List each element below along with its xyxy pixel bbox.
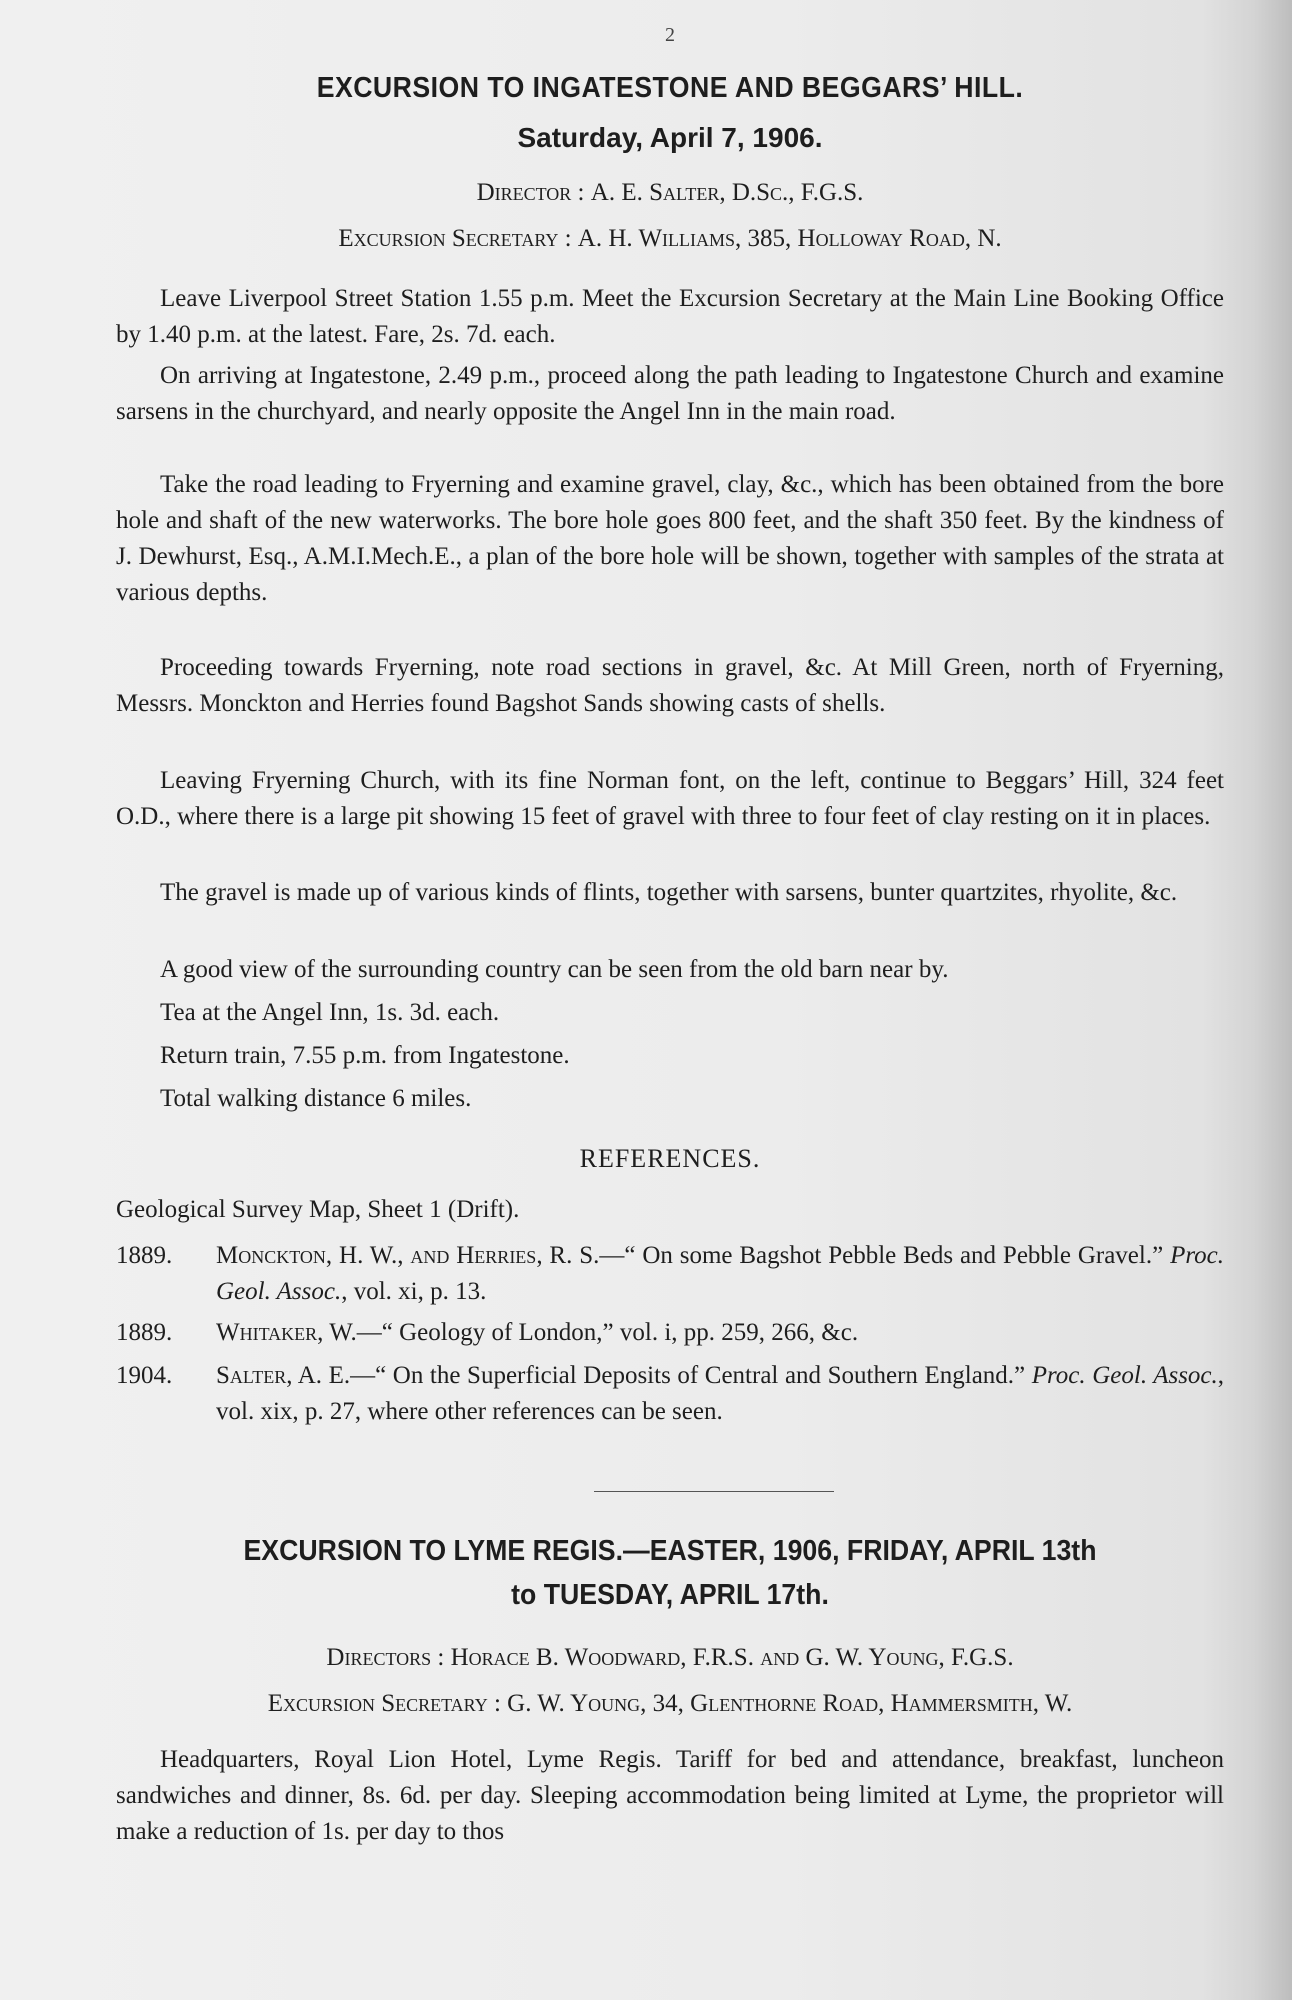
directors-names: Horace B. Woodward, F.R.S. and G. W. Young, F.G.S. [450, 1644, 1014, 1671]
excursion2-secretary-line [116, 1689, 1224, 1719]
excursion2-directors-line [116, 1643, 1224, 1673]
reference-intro: Geological Survey Map, Sheet 1 (Drift). [116, 1196, 520, 1223]
excursion1-date: Saturday, April 7, 1906. [517, 122, 823, 153]
paragraph: Leaving Fryerning Church, with its fine Norman font, on the left, continue to Beggars’ Hill, 324 feet O.D., where there is a large pit showing 15 feet of gravel with three to four feet of clay resting on it in places. [116, 767, 1224, 830]
excursion1-title: EXCURSION TO INGATESTONE AND BEGGARS’ HILL. [316, 72, 1024, 104]
paragraph: Leave Liverpool Street Station 1.55 p.m. Meet the Excursion Secretary at the Main Line Booking Office by 1.40 p.m. at the latest. Fare, 2s. 7d. each. [116, 285, 1224, 348]
reference-text: —“ On the Superficial Deposits of Central and Southern England.” [350, 1362, 1032, 1389]
excursion1-director-line [116, 178, 1224, 208]
references-heading: REFERENCES. [579, 1144, 761, 1173]
paragraph: Headquarters, Royal Lion Hotel, Lyme Regis. Tariff for bed and attendance, breakfast, luncheon sandwiches and dinner, 8s. 6d. per day. Sleeping accommodation being limited at Lyme, the proprietor will make a reduction of 1s. per day to thos [116, 1746, 1224, 1845]
paragraph: Take the road leading to Fryerning and examine gravel, clay, &c., which has been obtained from the bore hole and shaft of the new waterworks. The bore hole goes 800 feet, and the shaft 350 feet. By the kindness of J. Dewhurst, Esq., A.M.I.Mech.E., a plan of the bore hole will be shown, together with samples of the strata at various depths. [116, 471, 1224, 606]
reference-text: —“ On some Bagshot Pebble Beds and Pebble Gravel.” [599, 1242, 1171, 1269]
directors-label: Directors : [326, 1644, 445, 1671]
reference-text: —“ Geology of London,” vol. i, pp. 259, 266, &c. [356, 1319, 859, 1346]
paragraph: Return train, 7.55 p.m. from Ingatestone. [160, 1042, 570, 1069]
reference-author: Monckton, H. W., and Herries, R. S. [216, 1242, 600, 1269]
paragraph: On arriving at Ingatestone, 2.49 p.m., proceed along the path leading to Ingatestone Church and examine sarsens in the churchyard, and nearly opposite the Angel Inn in the main road. [116, 362, 1224, 425]
director-label: Director : [476, 179, 585, 206]
secretary-name: G. W. Young, 34, Glenthorne Road, Hammersmith, W. [507, 1690, 1073, 1717]
reference-journal: Proc. Geol. Assoc. [1031, 1362, 1218, 1389]
page-number: 2 [665, 24, 675, 46]
secretary-name: A. H. Williams, 385, Holloway Road, N. [577, 225, 1002, 252]
secretary-label: Excursion Secretary : [267, 1690, 501, 1717]
reference-tail: , vol. xix, p. 27, where other references can be seen. [216, 1362, 1225, 1425]
paragraph: Total walking distance 6 miles. [160, 1085, 472, 1112]
reference-year: 1889. [116, 1319, 173, 1346]
director-name: A. E. Salter, D.Sc., F.G.S. [590, 179, 864, 206]
excursion1-secretary-line [116, 224, 1224, 254]
reference-author: Salter, A. E. [216, 1362, 351, 1389]
paragraph: Proceeding towards Fryerning, note road sections in gravel, &c. At Mill Green, north of Fryerning, Messrs. Monckton and Herries found Bagshot Sands showing casts of shells. [116, 654, 1224, 717]
secretary-label: Excursion Secretary : [338, 225, 572, 252]
paragraph: Tea at the Angel Inn, 1s. 3d. each. [160, 999, 500, 1026]
paragraph: The gravel is made up of various kinds of flints, together with sarsens, bunter quartzites, rhyolite, &c. [160, 879, 1178, 906]
excursion2-title-line1: EXCURSION TO LYME REGIS.—EASTER, 1906, FRIDAY, APRIL 13th [243, 1535, 1097, 1567]
paragraph: A good view of the surrounding country can be seen from the old barn near by. [160, 956, 949, 983]
excursion2-title-line2: to TUESDAY, APRIL 17th. [511, 1579, 829, 1611]
reference-year: 1904. [116, 1362, 173, 1389]
reference-journal: Proc. Geol. Assoc. [216, 1242, 1224, 1305]
reference-tail: , vol. xi, p. 13. [341, 1278, 487, 1305]
reference-year: 1889. [116, 1242, 173, 1269]
excursion2-title [160, 1529, 1179, 1617]
section-divider [594, 1491, 834, 1492]
reference-author: Whitaker, W. [216, 1319, 357, 1346]
